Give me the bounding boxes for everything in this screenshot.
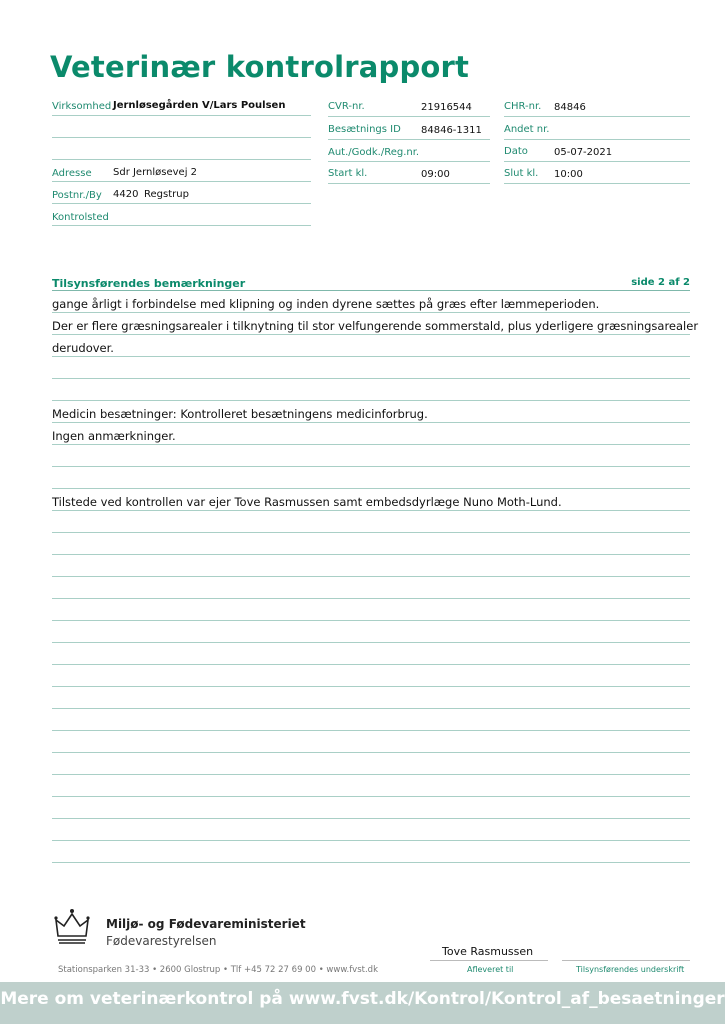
afleveret-name: Tove Rasmussen — [442, 945, 534, 958]
ruled-line — [52, 334, 690, 335]
divider — [504, 139, 690, 140]
chr-label: CHR-nr. — [504, 101, 542, 112]
ruled-line — [52, 752, 690, 753]
andet-label: Andet nr. — [504, 124, 550, 135]
org-subname: Fødevarestyrelsen — [106, 934, 217, 948]
divider — [562, 960, 690, 961]
divider — [504, 183, 690, 184]
ruled-line — [52, 598, 690, 599]
afleveret-label: Afleveret til — [467, 965, 514, 974]
ruled-line — [52, 312, 690, 313]
ruled-line — [52, 532, 690, 533]
ruled-line — [52, 400, 690, 401]
divider — [328, 183, 490, 184]
start-label: Start kl. — [328, 168, 368, 179]
remark-line: Medicin besætninger: Kontrolleret besætningens medicinforbrug. — [52, 407, 428, 421]
page-title: Veterinær kontrolrapport — [50, 50, 470, 84]
dato-value: 05-07-2021 — [554, 147, 613, 158]
remark-line: Tilstede ved kontrollen var ejer Tove Rasmussen samt embedsdyrlæge Nuno Moth-Lund. — [52, 495, 562, 509]
divider — [52, 290, 690, 291]
by-value: Regstrup — [144, 189, 189, 200]
divider — [328, 139, 490, 140]
ruled-line — [52, 378, 690, 379]
remark-line: Ingen anmærkninger. — [52, 429, 176, 443]
ruled-line — [52, 576, 690, 577]
ruled-line — [52, 466, 690, 467]
ruled-line — [52, 620, 690, 621]
divider — [52, 115, 311, 116]
virksomhed-value: Jernløsegården V/Lars Poulsen — [113, 100, 286, 111]
footer-banner-link[interactable]: Mere om veterinærkontrol på www.fvst.dk/Kontrol/Kontrol_af_besaetninger — [0, 989, 725, 1009]
chr-value: 84846 — [554, 102, 586, 113]
slut-label: Slut kl. — [504, 168, 539, 179]
cvr-label: CVR-nr. — [328, 101, 365, 112]
divider — [504, 116, 690, 117]
divider — [328, 161, 490, 162]
virksomhed-label: Virksomhed — [52, 101, 112, 112]
divider — [52, 203, 311, 204]
divider — [504, 161, 690, 162]
ruled-line — [52, 642, 690, 643]
ruled-line — [52, 422, 690, 423]
ruled-line — [52, 862, 690, 863]
divider — [52, 225, 311, 226]
adresse-label: Adresse — [52, 168, 92, 179]
ruled-line — [52, 730, 690, 731]
start-value: 09:00 — [421, 169, 450, 180]
divider — [52, 137, 311, 138]
besaetning-value: 84846-1311 — [421, 125, 482, 136]
divider — [52, 159, 311, 160]
underskrift-label: Tilsynsførendes underskrift — [576, 965, 685, 974]
page-indicator: side 2 af 2 — [631, 277, 690, 288]
besaetning-label: Besætnings ID — [328, 124, 401, 135]
adresse-value: Sdr Jernløsevej 2 — [113, 167, 198, 178]
ruled-line — [52, 708, 690, 709]
remark-line: derudover. — [52, 341, 114, 355]
postnr-label: Postnr./By — [52, 190, 102, 201]
crown-logo-icon — [52, 906, 92, 946]
org-name: Miljø- og Fødevareministeriet — [106, 917, 306, 931]
remark-line: gange årligt i forbindelse med klipning og inden dyrene sættes på græs efter læmmeperioden. — [52, 297, 600, 311]
remark-line: Der er flere græsningsarealer i tilknytning til stor velfungerende sommerstald, plus yderligere græsningsarealer — [52, 319, 699, 333]
divider — [430, 960, 548, 961]
ruled-line — [52, 510, 690, 511]
org-address: Stationsparken 31-33 • 2600 Glostrup • Tlf +45 72 27 69 00 • www.fvst.dk — [58, 965, 378, 975]
ruled-line — [52, 444, 690, 445]
ruled-line — [52, 840, 690, 841]
divider — [328, 116, 490, 117]
ruled-line — [52, 356, 690, 357]
ruled-line — [52, 796, 690, 797]
aut-label: Aut./Godk./Reg.nr. — [328, 147, 420, 158]
slut-value: 10:00 — [554, 169, 583, 180]
postnr-value: 4420 — [113, 189, 139, 200]
divider — [52, 181, 311, 182]
ruled-line — [52, 774, 690, 775]
cvr-value: 21916544 — [421, 102, 472, 113]
ruled-line — [52, 818, 690, 819]
dato-label: Dato — [504, 146, 528, 157]
ruled-line — [52, 554, 690, 555]
ruled-line — [52, 686, 690, 687]
ruled-line — [52, 664, 690, 665]
kontrolsted-label: Kontrolsted — [52, 212, 109, 223]
remarks-heading: Tilsynsførendes bemærkninger — [52, 277, 246, 290]
ruled-line — [52, 488, 690, 489]
